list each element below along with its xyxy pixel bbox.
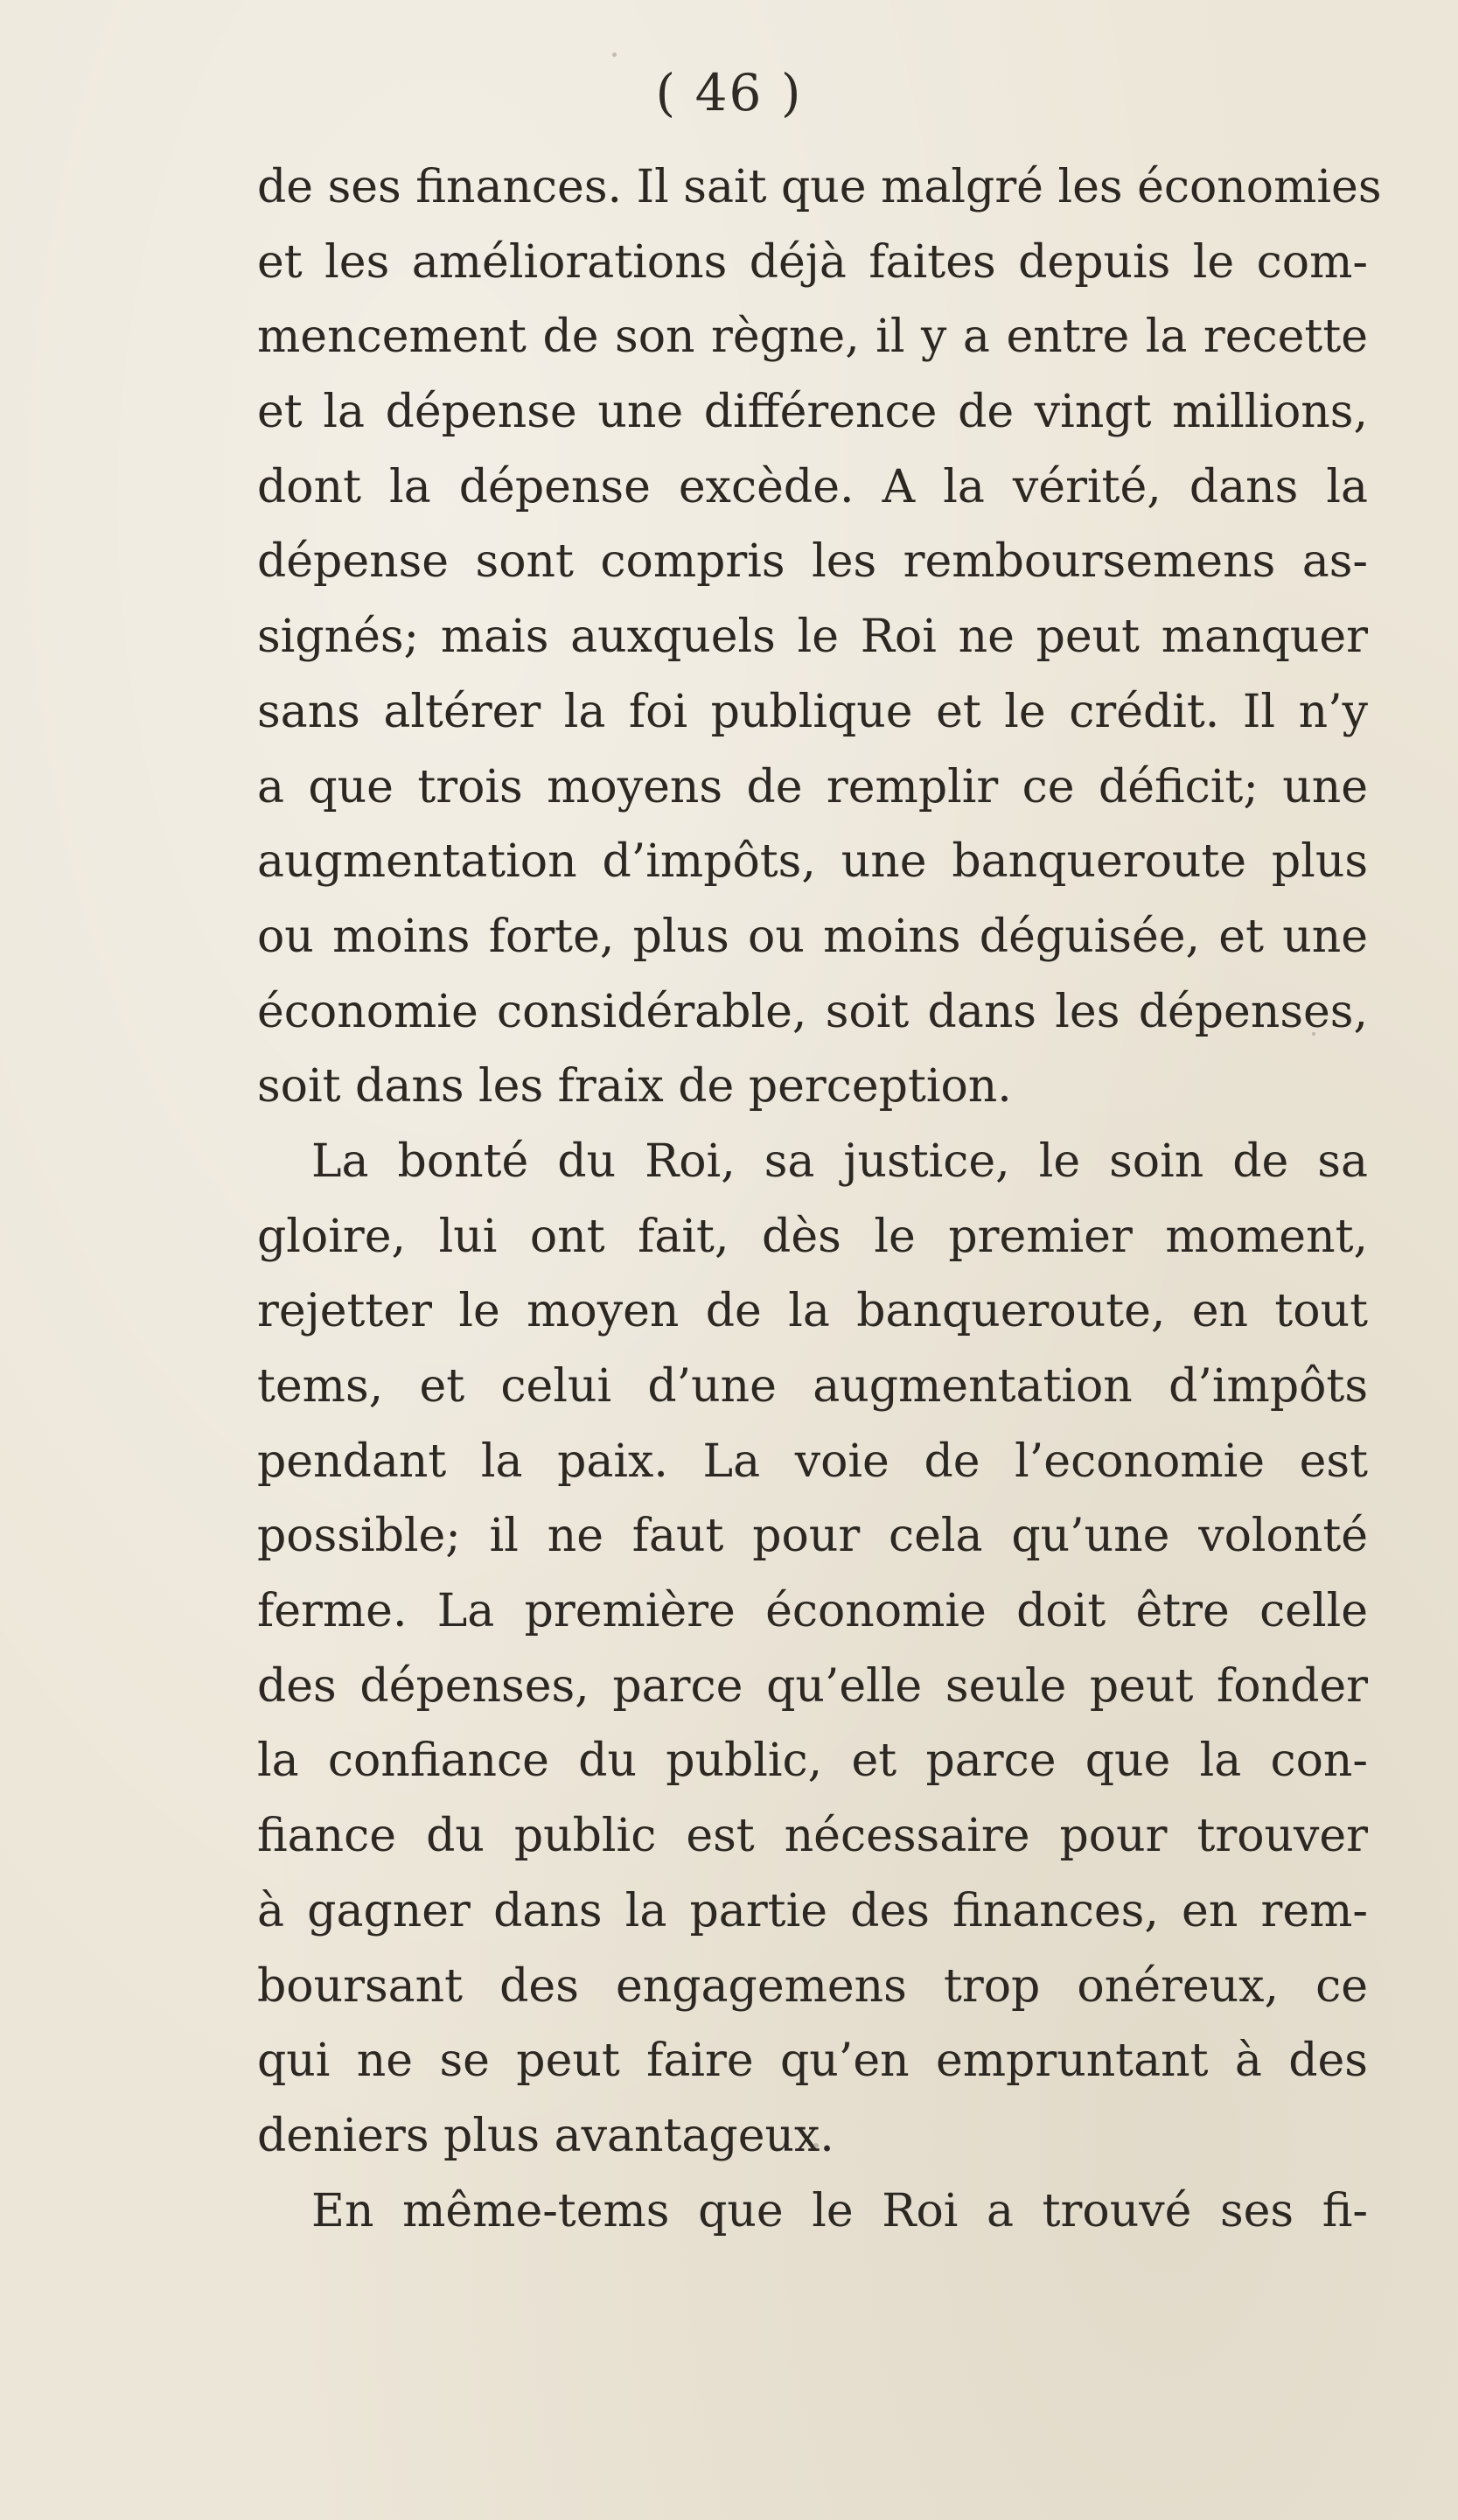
text-line: rejetter le moyen de la banqueroute, en tout	[257, 1285, 1368, 1338]
text-line: dont la dépense excède. A la vérité, dans la	[257, 460, 1368, 513]
paper-speck	[813, 2143, 819, 2148]
text-line: mencement de son règne, il y a entre la recette	[257, 311, 1368, 364]
text-line: En même-tems que le Roi a trouvé ses fi-	[311, 2184, 1368, 2237]
text-line: dépense sont compris les remboursemens as-	[257, 535, 1368, 589]
text-line: gloire, lui ont fait, dès le premier moment,	[257, 1210, 1368, 1263]
text-line: pendant la paix. La voie de l’economie est	[257, 1435, 1368, 1488]
text-line: et la dépense une différence de vingt millions,	[257, 386, 1368, 439]
text-line: soit dans les fraix de perception.	[257, 1060, 1012, 1113]
text-line: sans altérer la foi publique et le crédit. Il n’y	[257, 685, 1368, 738]
text-line: et les améliorations déjà faites depuis le com-	[257, 235, 1368, 289]
text-line: a que trois moyens de remplir ce déficit; une	[257, 760, 1368, 813]
paper-speck	[1312, 1032, 1315, 1036]
text-line: de ses finances. Il sait que malgré les économies	[257, 161, 1382, 213]
text-line: ferme. La première économie doit être celle	[257, 1585, 1368, 1638]
text-line: ou moins forte, plus ou moins déguisée, et une	[257, 910, 1368, 963]
body-text	[257, 150, 1382, 2249]
text-line: tems, et celui d’une augmentation d’impôts	[257, 1360, 1368, 1413]
text-line: boursant des engagemens trop onéreux, ce	[257, 1959, 1368, 2013]
paper-speck	[612, 52, 617, 57]
text-line: deniers plus avantageux.	[257, 2109, 834, 2162]
text-line: augmentation d’impôts, une banqueroute plus	[257, 835, 1368, 889]
page-number: ( 46 )	[655, 63, 803, 122]
text-line: qui ne se peut faire qu’en empruntant à des	[257, 2035, 1368, 2088]
text-line: des dépenses, parce qu’elle seule peut fonder	[257, 1659, 1368, 1713]
text-line: la confiance du public, et parce que la con-	[257, 1735, 1368, 1788]
text-line: possible; il ne faut pour cela qu’une volonté	[257, 1510, 1368, 1563]
text-line: La bonté du Roi, sa justice, le soin de sa	[311, 1134, 1368, 1188]
text-line: fiance du public est nécessaire pour trouver	[257, 1810, 1368, 1863]
text-line: signés; mais auxquels le Roi ne peut manquer	[257, 611, 1368, 664]
text-line: économie considérable, soit dans les dépenses,	[257, 985, 1368, 1038]
text-line: à gagner dans la partie des finances, en rem-	[257, 1884, 1368, 1937]
